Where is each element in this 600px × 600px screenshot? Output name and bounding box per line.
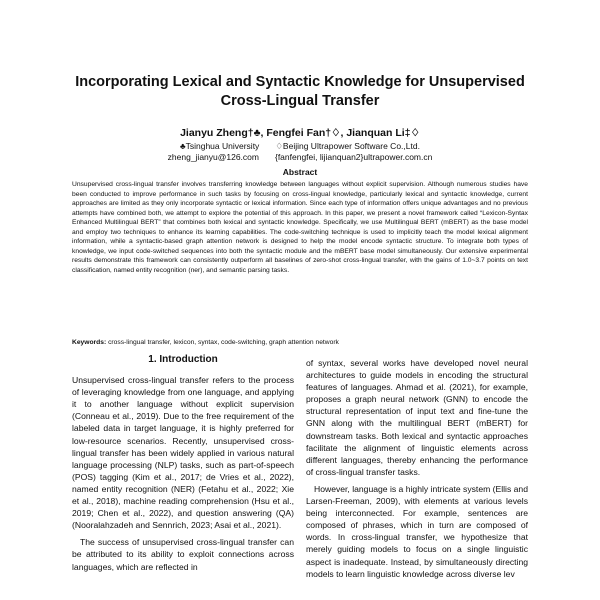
introduction-heading: 1. Introduction — [148, 354, 218, 365]
email-ultrapower: {fanfengfei, lijianquan2}ultrapower.com.cn — [274, 152, 433, 162]
affiliation-emails — [60, 152, 540, 163]
affiliation-ultrapower: ♢Beijing Ultrapower Software Co.,Ltd. — [275, 141, 420, 151]
right-column — [306, 357, 528, 585]
paper-title-line-1: Incorporating Lexical and Syntactic Knowledge for Unsupervised — [75, 74, 525, 90]
affiliation-tsinghua: ♣Tsinghua University — [180, 141, 260, 151]
keywords-label: Keywords: — [72, 339, 107, 346]
intro-paragraph-4: However, language is a highly intricate system (Ellis and Larsen-Freeman, 2009), with elements at various levels being interconnected. For example, sentences are composed of phrases, which in turn are composed of words. In cross-lingual transfer, we hypothesize that merely guiding models to focus on a single linguistic aspect is inadequate. Instead, by simultaneously directing models to learn linguistic knowledge across diverse lev — [306, 483, 528, 579]
keywords-list: cross-lingual transfer, lexicon, syntax, code-switching, graph attention network — [108, 339, 339, 346]
intro-paragraph-1: Unsupervised cross-lingual transfer refers to the process of leveraging knowledge from one language, and applying it to another language without explicit supervision (Conneau et al., 2019). Due to the free requirement of the labeled data in target language, it is highly preferred for low-resource scenarios. Recently, unsupervised cross-lingual transfer has been widely applied in various natural language processing (NLP) tasks, such as part-of-speech (POS) tagging (Kim et al., 2017; de Vries et al., 2022), named entity recognition (NER) (Fetahu et al., 2022; Xie et al., 2018), machine reading comprehension (Hsu et al., 2019; Chen et al., 2022), and question answering (QA) (Nooralahzadeh and Sennrich, 2023; Asai et al., 2021). — [72, 375, 294, 531]
affiliations — [60, 141, 540, 163]
affiliation-names — [60, 141, 540, 152]
paper-title-line-2: Cross-Lingual Transfer — [220, 93, 380, 109]
author-list: Jianyu Zheng†♣, Fengfei Fan†♢, Jianquan Li‡♢ — [180, 127, 420, 139]
abstract-body: Unsupervised cross-lingual transfer involves transferring knowledge between languages without explicit supervision. Although numerous studies have been conducted to improve performance in such tasks by focusing on cross-lingual knowledge, particularly lexical and syntactic knowledge, current approaches are limited as they only incorporate syntactic or lexical information. Since each type of information offers unique advantages and no previous attempts have combined both, we attempt to explore the potential of this approach. In this paper, we present a novel framework called “Lexicon-Syntax Enhanced Multilingual BERT” that combines both lexical and syntactic knowledge. Specifically, we use Multilingual BERT (mBERT) as the base model and employ two techniques to enhance its learning capabilities. The code-switching technique is used to implicitly teach the model lexical alignment information, while a syntactic-based graph attention network is designed to help the model encode syntactic structure. To integrate both types of knowledge, we input code-switched sequences into both the syntactic module and the mBERT base model simultaneously. Our extensive experimental results demonstrate this framework can consistently outperform all baselines of zero-shot cross-lingual transfer, with the gains of 1.0~3.7 points on text classification, named entity recognition (ner), and semantic parsing tasks. — [72, 181, 528, 274]
abstract-heading: Abstract — [282, 167, 318, 177]
paper-title — [60, 73, 540, 111]
email-tsinghua: zheng_jianyu@126.com — [167, 152, 259, 162]
intro-paragraph-2: The success of unsupervised cross-lingual transfer can be attributed to its ability to exploit connections across languages, which are reflected in — [72, 537, 294, 572]
keywords-line — [72, 338, 528, 347]
intro-paragraph-3: of syntax, several works have developed novel neural architectures to guide models in encoding the structural features of languages. Ahmad et al. (2021), for example, proposes a graph neural network (GNN) to encode the structural representation of input text and fine-tune the GNN along with the multilingual BERT (mBERT) for downstream tasks. Both lexical and syntactic approaches facilitate the alignment of linguistic elements across different languages, thereby enhancing the performance of cross-lingual transfer tasks. — [306, 358, 528, 477]
left-column — [72, 350, 294, 578]
